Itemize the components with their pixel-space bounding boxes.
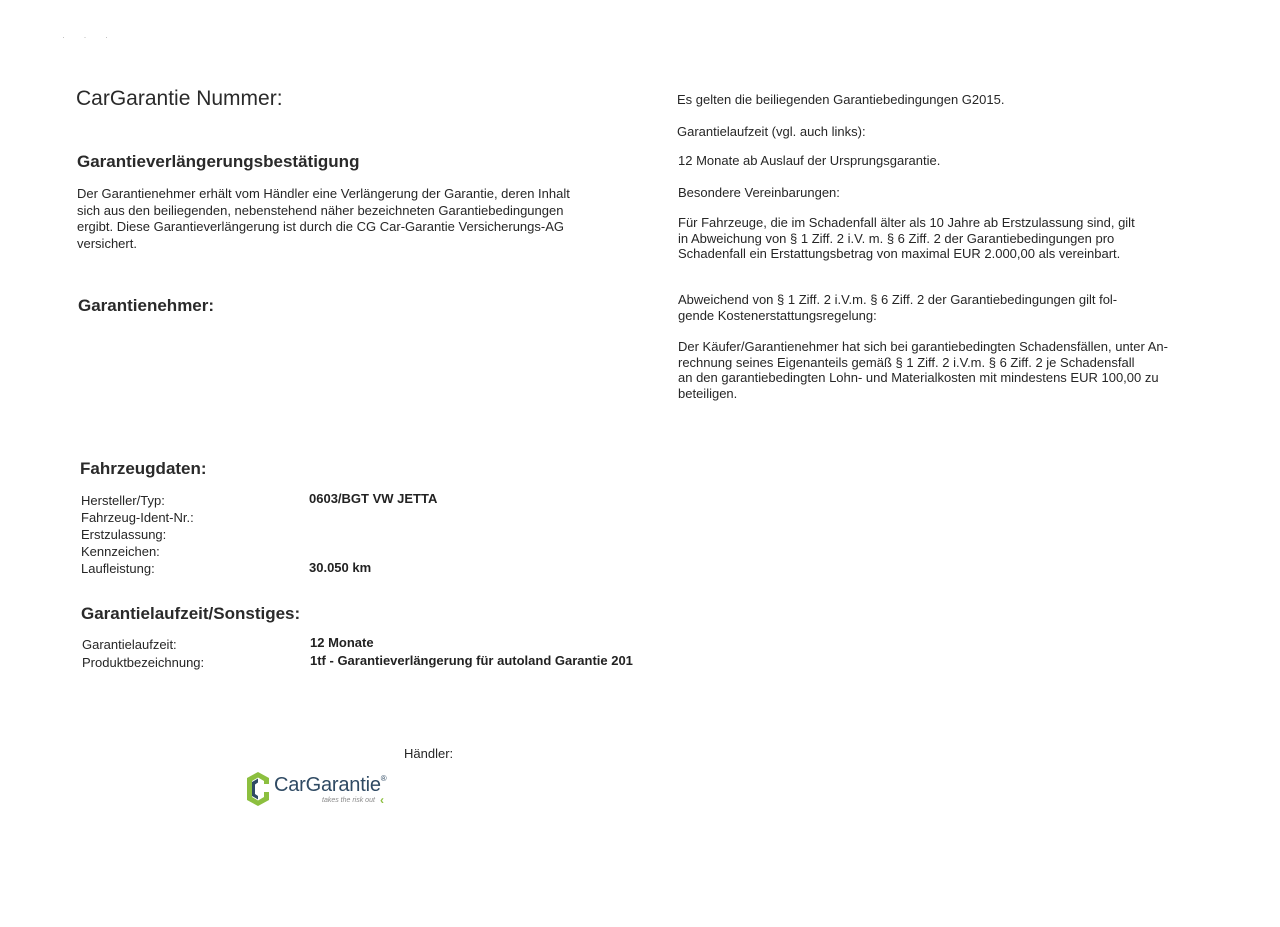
scan-specks: · · · xyxy=(62,32,116,42)
vehicle-label-mileage: Laufleistung: xyxy=(81,561,155,576)
term-value-duration: 12 Monate xyxy=(310,635,374,650)
heading-vehicle: Fahrzeugdaten: xyxy=(80,459,207,478)
duration-heading: Garantielaufzeit (vgl. auch links): xyxy=(677,124,866,139)
agreement-line: Der Käufer/Garantienehmer hat sich bei garantiebedingten Schadensfällen, unter An- xyxy=(678,339,1168,354)
logo-wordmark xyxy=(274,774,386,797)
vehicle-label-plate: Kennzeichen: xyxy=(81,544,160,559)
logo-registered: ® xyxy=(380,774,387,783)
agreement-block-3 xyxy=(678,339,1168,401)
term-value-product: 1tf - Garantieverlängerung für autoland Garantie 201 xyxy=(310,653,633,668)
agreement-line: Schadenfall ein Erstattungsbetrag von maximal EUR 2.000,00 als vereinbart. xyxy=(678,246,1121,261)
agreement-block-2 xyxy=(678,292,1117,323)
vehicle-label-vin: Fahrzeug-Ident-Nr.: xyxy=(81,510,194,525)
term-label-product: Produktbezeichnung: xyxy=(82,655,205,670)
logo-name: CarGarantie xyxy=(274,774,381,796)
logo-chevron-icon: ‹ xyxy=(380,793,384,807)
agreement-line: Für Fahrzeuge, die im Schadenfall älter als 10 Jahre ab Erstzulassung sind, gilt xyxy=(678,215,1135,230)
intro-line: versichert. xyxy=(77,235,137,251)
vehicle-value-mileage: 30.050 km xyxy=(309,560,372,575)
special-agreements-heading: Besondere Vereinbarungen: xyxy=(678,185,840,200)
page-title: CarGarantie Nummer: xyxy=(76,87,283,110)
vehicle-value-manufacturer: 0603/BGT VW JETTA xyxy=(309,491,438,506)
dealer-label: Händler: xyxy=(404,746,454,761)
duration-text: 12 Monate ab Auslauf der Ursprungsgarantie. xyxy=(678,153,941,168)
vehicle-label-registration-date: Erstzulassung: xyxy=(81,527,167,542)
intro-paragraph xyxy=(77,186,610,252)
vehicle-label-manufacturer: Hersteller/Typ: xyxy=(81,493,165,508)
agreement-line: beteiligen. xyxy=(678,385,738,401)
logo-slogan: takes the risk out xyxy=(322,797,375,804)
term-label-duration: Garantielaufzeit: xyxy=(82,637,177,652)
logo-mark-icon xyxy=(244,770,272,808)
intro-line: sich aus den beiliegenden, nebenstehend näher bezeichneten Garantiebedingungen xyxy=(77,202,564,218)
intro-line: ergibt. Diese Garantieverlängerung ist durch die CG Car-Garantie Versicherungs-AG xyxy=(77,219,565,234)
heading-holder: Garantienehmer: xyxy=(78,296,215,315)
agreement-line: rechnung seines Eigenanteils gemäß § 1 Ziff. 2 i.V.m. § 6 Ziff. 2 je Schadensfall xyxy=(678,354,1135,370)
agreement-line: gende Kostenerstattungsregelung: xyxy=(678,307,877,323)
agreement-line: Abweichend von § 1 Ziff. 2 i.V.m. § 6 Ziff. 2 der Garantiebedingungen gilt fol- xyxy=(678,292,1118,307)
heading-term: Garantielaufzeit/Sonstiges: xyxy=(81,604,301,623)
agreement-block-1 xyxy=(678,215,1135,262)
intro-line: Der Garantienehmer erhält vom Händler eine Verlängerung der Garantie, deren Inhalt xyxy=(77,186,570,201)
conditions-line: Es gelten die beiliegenden Garantiebedingungen G2015. xyxy=(677,92,1005,107)
agreement-line: an den garantiebedingten Lohn- und Materialkosten mit mindestens EUR 100,00 zu xyxy=(678,370,1159,385)
cargarantie-logo xyxy=(244,770,394,810)
agreement-line: in Abweichung von § 1 Ziff. 2 i.V. m. § 6 Ziff. 2 der Garantiebedingungen pro xyxy=(678,230,1115,246)
heading-confirmation: Garantieverlängerungsbestätigung xyxy=(77,152,360,171)
